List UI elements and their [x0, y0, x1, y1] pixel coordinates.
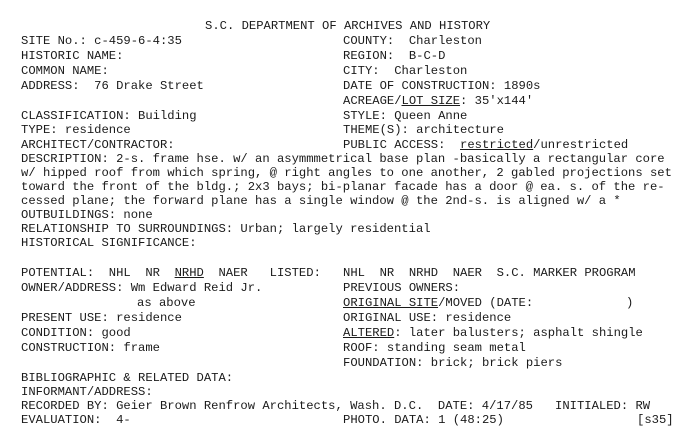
acreage-lot-size — [343, 95, 533, 109]
recorded-by: RECORDED BY: Geier Brown Renfrow Architects, Wash. D.C. DATE: 4/17/85 — [21, 399, 533, 413]
construction: CONSTRUCTION: frame — [21, 341, 160, 355]
moved-date-label: /MOVED (DATE: — [438, 296, 534, 310]
potential — [21, 267, 321, 281]
description-line-3: toward the front of the bldg.; 2x3 bays; bi-planar facade has a door @ ea. s. of the re- — [21, 180, 665, 194]
original-site-label: ORIGINAL SITE — [343, 296, 439, 310]
public-access-restricted: restricted — [460, 138, 534, 152]
owner-address: OWNER/ADDRESS: Wm Edward Reid Jr. — [21, 281, 263, 295]
county: COUNTY: Charleston — [343, 34, 482, 48]
architect-contractor: ARCHITECT/CONTRACTOR: — [21, 138, 175, 152]
historical-significance: HISTORICAL SIGNIFICANCE: — [21, 236, 197, 250]
public-access — [343, 139, 628, 153]
altered-value: : later balusters; asphalt shingle — [394, 326, 643, 340]
roof: ROOF: standing seam metal — [343, 341, 526, 355]
acreage-label: ACREAGE/ — [343, 94, 402, 108]
photo-data: PHOTO. DATA: 1 (48:25) — [343, 413, 504, 427]
description-line-2: w/ hipped roof from which spring, @ right angles to one another, 2 gabled projections set — [21, 166, 672, 180]
owner-address-line-2: as above — [137, 296, 196, 310]
region: REGION: B-C-D — [343, 49, 446, 63]
altered — [343, 327, 643, 341]
previous-owners: PREVIOUS OWNERS: — [343, 281, 461, 295]
common-name: COMMON NAME: — [21, 64, 109, 78]
moved-date-close: ) — [626, 296, 634, 310]
themes: THEME(S): architecture — [343, 123, 504, 137]
evaluation: EVALUATION: 4- — [21, 413, 131, 427]
description-line-1: DESCRIPTION: 2-s. frame hse. w/ an asymmmetrical base plan -basically a rectangular core — [21, 152, 665, 166]
public-access-label: PUBLIC ACCESS: — [343, 138, 461, 152]
historic-name: HISTORIC NAME: — [21, 49, 124, 63]
date-of-construction: DATE OF CONSTRUCTION: 1890s — [343, 79, 541, 93]
present-use: PRESENT USE: residence — [21, 311, 182, 325]
classification: CLASSIFICATION: Building — [21, 109, 197, 123]
lot-size-label: LOT SIZE — [401, 94, 461, 108]
address: ADDRESS: 76 Drake Street — [21, 79, 204, 93]
condition: CONDITION: good — [21, 326, 131, 340]
altered-label: ALTERED — [343, 326, 395, 340]
page-reference: [s35] — [637, 413, 674, 427]
potential-post: NAER LISTED: — [203, 266, 321, 280]
original-site-moved — [343, 297, 533, 311]
type: TYPE: residence — [21, 123, 131, 137]
potential-pre: POTENTIAL: NHL NR — [21, 266, 175, 280]
foundation: FOUNDATION: brick; brick piers — [343, 356, 563, 370]
relationship-to-surroundings: RELATIONSHIP TO SURROUNDINGS: Urban; largely residential — [21, 222, 431, 236]
listed-options: NHL NR NRHD NAER S.C. MARKER PROGRAM — [343, 266, 636, 280]
city: CITY: Charleston — [343, 64, 468, 78]
initialed: INITIALED: RW — [555, 399, 651, 413]
potential-nrhd: NRHD — [174, 266, 204, 280]
bibliographic-data: BIBLIOGRAPHIC & RELATED DATA: — [21, 371, 234, 385]
site-number: SITE No.: c-459-6-4:35 — [21, 34, 182, 48]
informant-address: INFORMANT/ADDRESS: — [21, 385, 153, 399]
description-line-4: cessed plane; the forward plane has a single window @ the 2nd-s. is aligned w/ a * — [21, 194, 621, 208]
original-use: ORIGINAL USE: residence — [343, 311, 512, 325]
acreage-value: : 35'x144' — [460, 94, 534, 108]
style: STYLE: Queen Anne — [343, 109, 468, 123]
public-access-rest: /unrestricted — [533, 138, 629, 152]
outbuildings: OUTBUILDINGS: none — [21, 208, 153, 222]
form-title: S.C. DEPARTMENT OF ARCHIVES AND HISTORY — [205, 19, 491, 33]
